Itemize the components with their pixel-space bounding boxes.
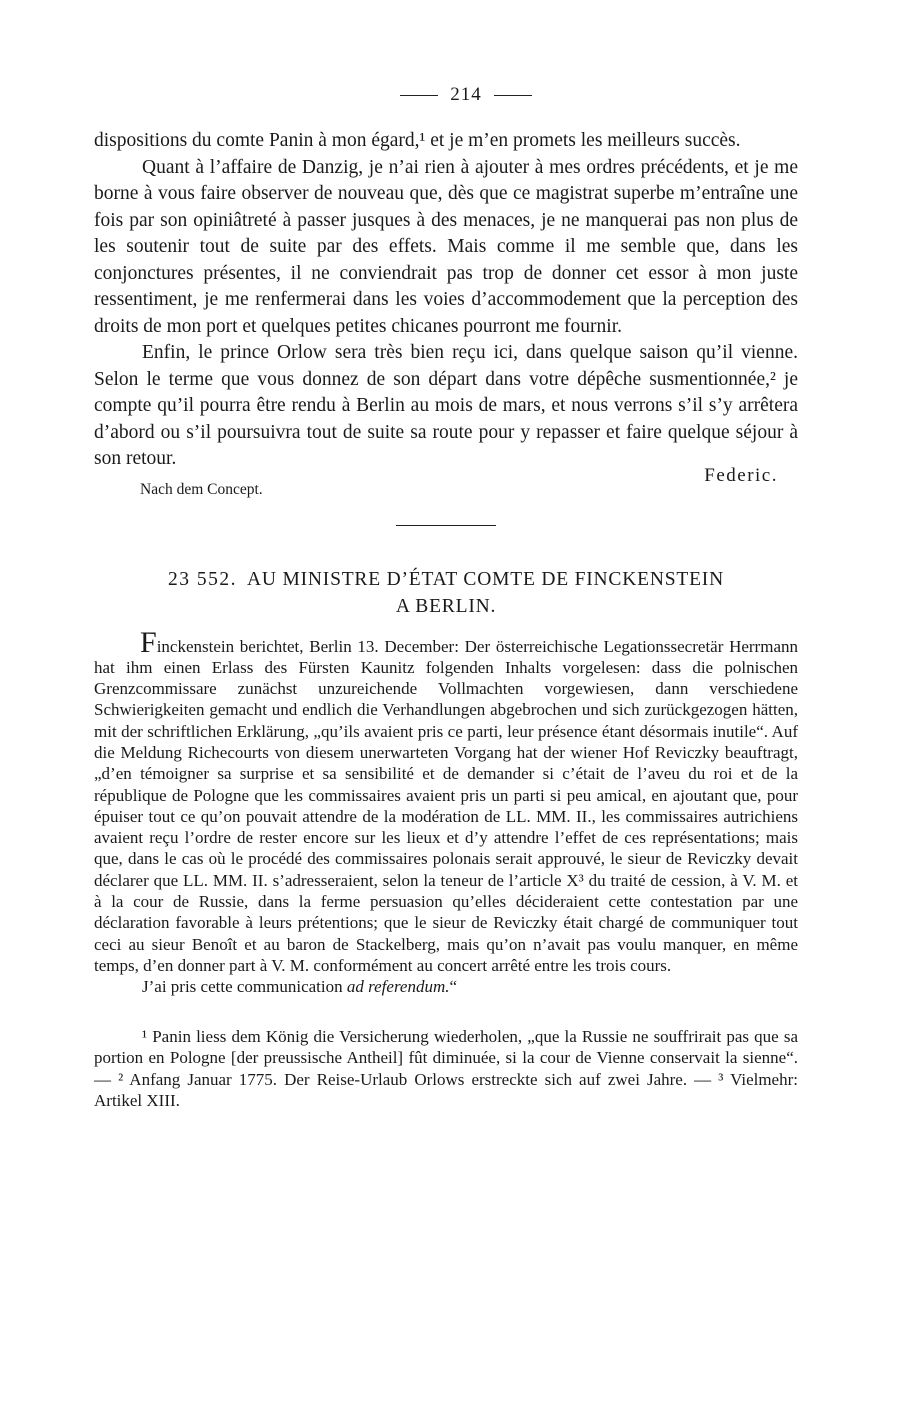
letter-heading: [94, 566, 798, 620]
summary-closing-prefix: J’ai pris cette communication: [142, 977, 347, 997]
paragraph-2: Quant à l’affaire de Danzig, je n’ai rien à ajouter à mes ordres précédents, et je me borne à vous faire observer de nouveau que, dès que ce magistrat superbe m’entraîne une fois par son opiniâtreté à passer jusques à des menaces, je ne manquerai pas non plus de les soutenir tout de suite par des effets. Mais comme il me semble que, dans les conjonctures présentes, il ne conviendrait pas trop de donner cet essor à mon juste ressentiment, je me renfermerai dans les voies d’accommodement que la perception des droits de mon port et quelques petites chicanes pourront me fournir.: [94, 156, 798, 337]
summary-dropcap: F: [140, 625, 157, 659]
page-number: [134, 84, 798, 106]
summary-closing-suffix: “: [449, 977, 458, 997]
page-number-value: 214: [450, 84, 482, 105]
paragraph-1: dispositions du comte Panin à mon égard,¹ et je m’en promets les meilleurs succès.: [94, 130, 741, 151]
letter-title-line-1: AU MINISTRE D’ÉTAT COMTE DE FINCKENSTEIN: [247, 568, 724, 590]
closing-row: [94, 464, 798, 507]
report-summary: [94, 625, 798, 998]
summary-text: inckenstein berichtet, Berlin 13. December: Der österreichische Legationssecretär Herrmann hat ihm einen Erlass des Fürsten Kaunitz folgenden Inhalts vorgelesen: dass die polnischen Grenzcommissare zunächst unzureichende Vollmachten vorgewiesen, dann verschiedene Schwierigkeiten gemacht und endlich die Verhandlungen abgebrochen und sich zurückgezogen hätten, mit der schriftlichen Erklärung, „qu’ils avaient pris ce parti, leur présence étant désormais inutile“. Auf die Meldung Richecourts von diesem unerwarteten Vorgang hat der wiener Hof Reviczky beauftragt, „d’en témoigner sa surprise et sa sensibilité et de demander si c’était de l’aveu du roi et de la république de Pologne que les commissaires avaient pris un parti si peu amical, en ajoutant que, pour épuiser tout ce qu’on pouvait attendre de la modération de LL. MM. II., les commissaires autrichiens avaient reçu l’ordre de rester encore sur les lieux et d’y attendre l’effet de ces représentations; mais que, dans le cas où le procédé des commissaires polonais serait approuvé, le sieur de Reviczky devait déclarer que LL. MM. II. s’adresseraient, selon la teneur de l’article X³ du traité de cession, à V. M. et à la cour de Russie, dans la ferme persuasion qu’elles décideraient cette contestation par une déclaration favorable à leurs prétentions; que le sieur de Reviczky était chargé de communiquer tout ceci au sieur Benoît et au baron de Stackelberg, mais qu’on n’avait pas voulu manquer, en même temps, d’en donner part à V. M. conformément au concert arrêté entre les trois cours.: [94, 636, 798, 975]
letter-continuation: [94, 128, 798, 473]
letter-title-line-2: A BERLIN.: [395, 595, 497, 617]
document-page: [94, 84, 798, 1112]
letter-number: 23 552.: [168, 568, 238, 590]
signature: Federic.: [704, 464, 778, 486]
summary-closing: [94, 976, 798, 997]
section-divider: [396, 525, 496, 526]
footnote-block: ¹ Panin liess dem König die Versicherung wiederholen, „que la Russie ne souffrirait pas que sa portion en Pologne [der preussische Antheil] fût diminuée, si la cour de Vienne conservait la sienne“. — ² Anfang Januar 1775. Der Reise-Urlaub Orlows erstreckte sich auf zwei Jahre. — ³ Vielmehr: Artikel XIII.: [94, 1026, 798, 1111]
summary-closing-italic: ad referendum.: [346, 977, 450, 997]
paragraph-3: Enfin, le prince Orlow sera très bien reçu ici, dans quelque saison qu’il vienne. Selon le terme que vous donnez de son départ dans votre dépêche susmentionnée,² je compte qu’il pourra être rendu à Berlin au mois de mars, et nous verrons s’il s’y arrêtera d’abord ou s’il poursuivra tout de suite sa route pour y repasser et faire quelque séjour à son retour.: [94, 342, 798, 469]
source-note: Nach dem Concept.: [140, 480, 263, 498]
summary-paragraph: [94, 625, 798, 977]
page-number-dash-left: [400, 95, 438, 96]
footnotes: [94, 1026, 798, 1112]
letter-heading-line-1: [94, 566, 798, 593]
page-number-dash-right: [494, 95, 532, 96]
